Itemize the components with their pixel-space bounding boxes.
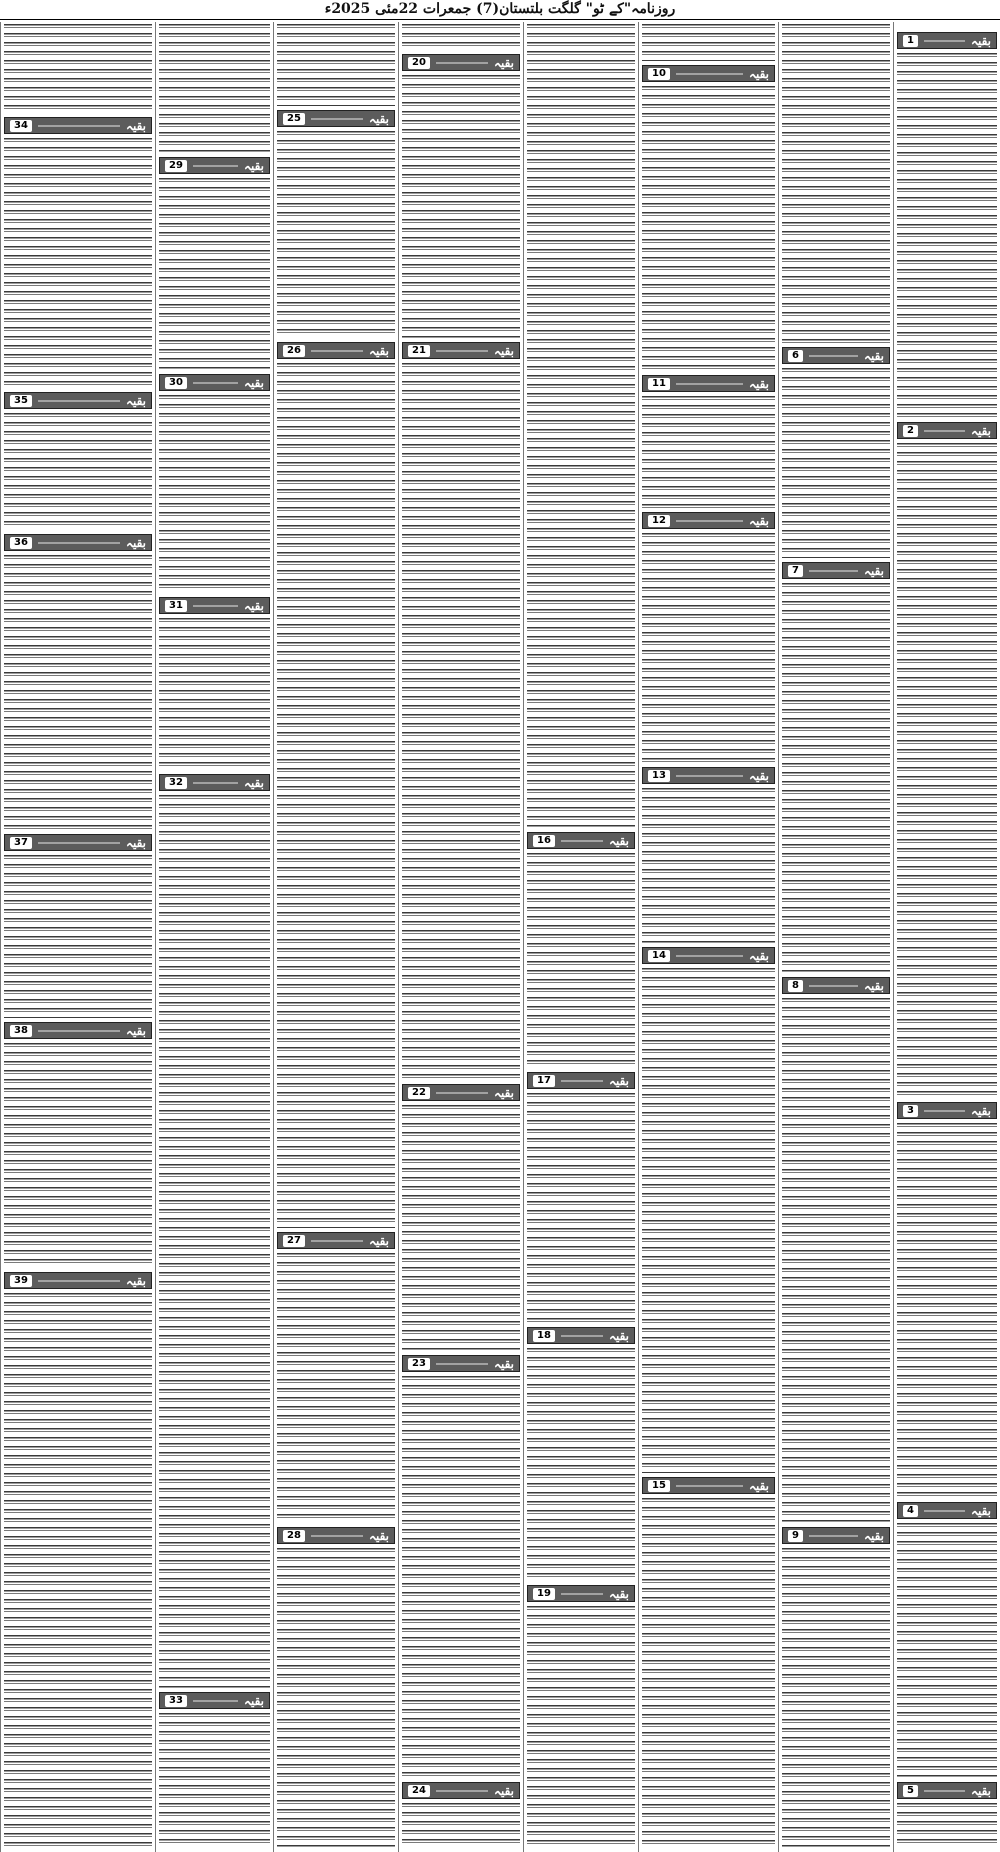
badge-swash (561, 840, 603, 842)
text-block (782, 998, 890, 1523)
badge-word: بقیہ (863, 348, 884, 363)
badge-swash (924, 430, 965, 432)
text-block (159, 395, 270, 593)
continuation-badge (277, 1232, 395, 1249)
page-number: (7) (476, 1, 500, 17)
badge-number: 5 (903, 1785, 918, 1797)
badge-swash (436, 62, 488, 64)
badge-swash (193, 782, 238, 784)
badge-number: 39 (10, 1275, 32, 1287)
text-block (4, 555, 152, 830)
badge-word: بقیہ (243, 775, 264, 790)
badge-number: 20 (408, 57, 430, 69)
badge-word: بقیہ (608, 833, 629, 848)
badge-number: 12 (648, 515, 670, 527)
badge-number: 4 (903, 1505, 918, 1517)
badge-word: بقیہ (125, 1023, 146, 1038)
badge-swash (809, 985, 858, 987)
text-block (527, 1093, 635, 1323)
continuation-badge (642, 512, 775, 529)
badge-number: 33 (165, 1695, 187, 1707)
badge-word: بقیہ (748, 66, 769, 81)
badge-swash (311, 118, 363, 120)
badge-word: بقیہ (863, 563, 884, 578)
badge-word: بقیہ (125, 1273, 146, 1288)
text-block (897, 1523, 997, 1778)
text-block (897, 1803, 997, 1848)
quote-close: " (585, 1, 593, 17)
badge-word: بقیہ (970, 33, 991, 48)
badge-word: بقیہ (125, 835, 146, 850)
continuation-badge (897, 422, 997, 439)
continuation-badge (402, 342, 520, 359)
continuation-badge (642, 375, 775, 392)
badge-number: 28 (283, 1530, 305, 1542)
badge-number: 14 (648, 950, 670, 962)
badge-number: 18 (533, 1330, 555, 1342)
col-8 (0, 22, 155, 1852)
badge-swash (193, 1700, 238, 1702)
text-block (527, 1348, 635, 1581)
badge-word: بقیہ (368, 343, 389, 358)
text-block (277, 131, 395, 338)
continuation-badge (4, 834, 152, 851)
text-block (277, 1253, 395, 1523)
text-block (4, 413, 152, 530)
badge-word: بقیہ (863, 1528, 884, 1543)
badge-swash (38, 1030, 120, 1032)
badge-number: 3 (903, 1105, 918, 1117)
badge-word: بقیہ (125, 535, 146, 550)
text-block (782, 1548, 890, 1848)
continuation-badge (159, 597, 270, 614)
badge-word: بقیہ (970, 1503, 991, 1518)
badge-word: بقیہ (243, 158, 264, 173)
continuation-badge (4, 534, 152, 551)
continuation-badge (277, 1527, 395, 1544)
continuation-badge (527, 1327, 635, 1344)
badge-swash (436, 1790, 488, 1792)
text-block (159, 618, 270, 770)
badge-word: بقیہ (493, 1085, 514, 1100)
badge-word: بقیہ (493, 343, 514, 358)
badge-word: بقیہ (243, 375, 264, 390)
badge-swash (38, 542, 120, 544)
badge-swash (38, 1280, 120, 1282)
col-5 (398, 22, 523, 1852)
text-block (642, 24, 775, 61)
continuation-badge (782, 562, 890, 579)
text-block (527, 1606, 635, 1848)
weekday: جمعرات (422, 1, 472, 17)
badge-number: 30 (165, 377, 187, 389)
text-block (642, 533, 775, 763)
badge-number: 25 (283, 113, 305, 125)
text-block (527, 853, 635, 1068)
badge-number: 13 (648, 770, 670, 782)
text-block (402, 363, 520, 1080)
badge-word: بقیہ (125, 118, 146, 133)
page-header (0, 0, 1000, 20)
badge-swash (193, 605, 238, 607)
badge-number: 26 (283, 345, 305, 357)
continuation-badge (642, 947, 775, 964)
text-block (4, 1293, 152, 1848)
text-block (642, 1498, 775, 1848)
badge-word: بقیہ (970, 1103, 991, 1118)
continuation-badge (402, 1782, 520, 1799)
text-block (402, 1105, 520, 1351)
text-block (642, 968, 775, 1473)
badge-word: بقیہ (863, 978, 884, 993)
badge-word: بقیہ (493, 1356, 514, 1371)
badge-number: 32 (165, 777, 187, 789)
badge-swash (311, 350, 363, 352)
continuation-badge (4, 392, 152, 409)
text-block (642, 788, 775, 943)
badge-word: بقیہ (748, 513, 769, 528)
badge-word: بقیہ (493, 55, 514, 70)
badge-swash (924, 1790, 965, 1792)
badge-swash (561, 1593, 603, 1595)
badge-word: بقیہ (748, 948, 769, 963)
newspaper-page (0, 22, 1000, 1852)
badge-number: 24 (408, 1785, 430, 1797)
continuation-badge (277, 342, 395, 359)
text-block (897, 53, 997, 418)
col-3 (638, 22, 778, 1852)
text-block (642, 396, 775, 508)
text-block (402, 24, 520, 50)
badge-number: 27 (283, 1235, 305, 1247)
continuation-badge (642, 767, 775, 784)
badge-word: بقیہ (748, 376, 769, 391)
continuation-badge (4, 1272, 152, 1289)
badge-swash (924, 1110, 965, 1112)
badge-swash (809, 355, 858, 357)
badge-number: 37 (10, 837, 32, 849)
badge-number: 17 (533, 1075, 555, 1087)
badge-word: بقیہ (368, 1528, 389, 1543)
badge-word: بقیہ (748, 768, 769, 783)
col-6 (273, 22, 398, 1852)
continuation-badge (782, 347, 890, 364)
col-2 (778, 22, 893, 1852)
badge-swash (311, 1535, 363, 1537)
badge-swash (809, 1535, 858, 1537)
badge-word: بقیہ (608, 1328, 629, 1343)
text-block (642, 86, 775, 371)
badge-swash (676, 73, 743, 75)
badge-swash (676, 520, 743, 522)
text-block (4, 24, 152, 113)
continuation-badge (4, 1022, 152, 1039)
badge-word: بقیہ (748, 1478, 769, 1493)
text-block (159, 24, 270, 153)
text-block (277, 363, 395, 1228)
paper-name: کے ٹو (592, 1, 624, 17)
quote-open: " (623, 1, 632, 17)
badge-number: 8 (788, 980, 803, 992)
badge-swash (436, 1363, 488, 1365)
badge-swash (676, 955, 743, 957)
badge-word: بقیہ (368, 111, 389, 126)
continuation-badge (897, 1102, 997, 1119)
text-block (782, 24, 890, 343)
badge-number: 35 (10, 395, 32, 407)
badge-number: 9 (788, 1530, 803, 1542)
badge-number: 19 (533, 1588, 555, 1600)
badge-swash (924, 1510, 965, 1512)
badge-number: 21 (408, 345, 430, 357)
continuation-badge (402, 1084, 520, 1101)
text-block (159, 178, 270, 370)
badge-number: 36 (10, 537, 32, 549)
badge-swash (676, 383, 743, 385)
badge-word: بقیہ (493, 1783, 514, 1798)
badge-number: 6 (788, 350, 803, 362)
text-block (897, 443, 997, 1098)
badge-swash (561, 1335, 603, 1337)
continuation-badge (782, 977, 890, 994)
continuation-badge (527, 832, 635, 849)
badge-swash (436, 350, 488, 352)
col-7 (155, 22, 273, 1852)
badge-number: 2 (903, 425, 918, 437)
badge-word: بقیہ (608, 1586, 629, 1601)
badge-swash (193, 165, 238, 167)
badge-swash (924, 40, 965, 42)
badge-swash (38, 842, 120, 844)
continuation-badge (277, 110, 395, 127)
continuation-badge (642, 65, 775, 82)
badge-swash (676, 1485, 743, 1487)
text-block (402, 1376, 520, 1778)
badge-swash (561, 1080, 603, 1082)
badge-swash (193, 382, 238, 384)
issue-date: 22مئی 2025ء (324, 1, 419, 17)
badge-number: 31 (165, 600, 187, 612)
continuation-badge (897, 1782, 997, 1799)
badge-word: بقیہ (608, 1073, 629, 1088)
badge-word: بقیہ (243, 598, 264, 613)
badge-word: بقیہ (125, 393, 146, 408)
continuation-badge (782, 1527, 890, 1544)
header-title (0, 1, 1000, 17)
text-block (897, 1123, 997, 1498)
badge-number: 16 (533, 835, 555, 847)
text-block (4, 855, 152, 1018)
text-block (159, 1713, 270, 1848)
continuation-badge (897, 1502, 997, 1519)
text-block (159, 795, 270, 1688)
text-block (402, 75, 520, 338)
continuation-badge (159, 374, 270, 391)
col-1 (893, 22, 1000, 1852)
text-block (277, 1548, 395, 1848)
text-block (277, 24, 395, 106)
badge-number: 11 (648, 378, 670, 390)
badge-word: بقیہ (970, 423, 991, 438)
text-block (782, 583, 890, 973)
continuation-badge (527, 1072, 635, 1089)
text-block (402, 1803, 520, 1848)
continuation-badge (159, 157, 270, 174)
badge-swash (38, 125, 120, 127)
continuation-badge (159, 774, 270, 791)
col-4 (523, 22, 638, 1852)
continuation-badge (4, 117, 152, 134)
badge-word: بقیہ (368, 1233, 389, 1248)
continuation-badge (402, 54, 520, 71)
continuation-badge (402, 1355, 520, 1372)
badge-number: 38 (10, 1025, 32, 1037)
badge-word: بقیہ (243, 1693, 264, 1708)
continuation-badge (159, 1692, 270, 1709)
badge-word: بقیہ (970, 1783, 991, 1798)
continuation-badge (527, 1585, 635, 1602)
badge-number: 1 (903, 35, 918, 47)
badge-number: 10 (648, 68, 670, 80)
continuation-badge (897, 32, 997, 49)
badge-number: 34 (10, 120, 32, 132)
badge-swash (311, 1240, 363, 1242)
badge-number: 23 (408, 1358, 430, 1370)
badge-swash (676, 775, 743, 777)
region: گلگت بلتستان (499, 1, 581, 17)
badge-swash (436, 1092, 488, 1094)
badge-swash (809, 570, 858, 572)
text-block (4, 1043, 152, 1268)
text-block (4, 138, 152, 388)
badge-number: 22 (408, 1087, 430, 1099)
text-block (782, 368, 890, 558)
badge-number: 7 (788, 565, 803, 577)
badge-number: 15 (648, 1480, 670, 1492)
continuation-badge (642, 1477, 775, 1494)
badge-swash (38, 400, 120, 402)
masthead: روزنامہ (631, 1, 676, 17)
text-block (527, 24, 635, 828)
badge-number: 29 (165, 160, 187, 172)
